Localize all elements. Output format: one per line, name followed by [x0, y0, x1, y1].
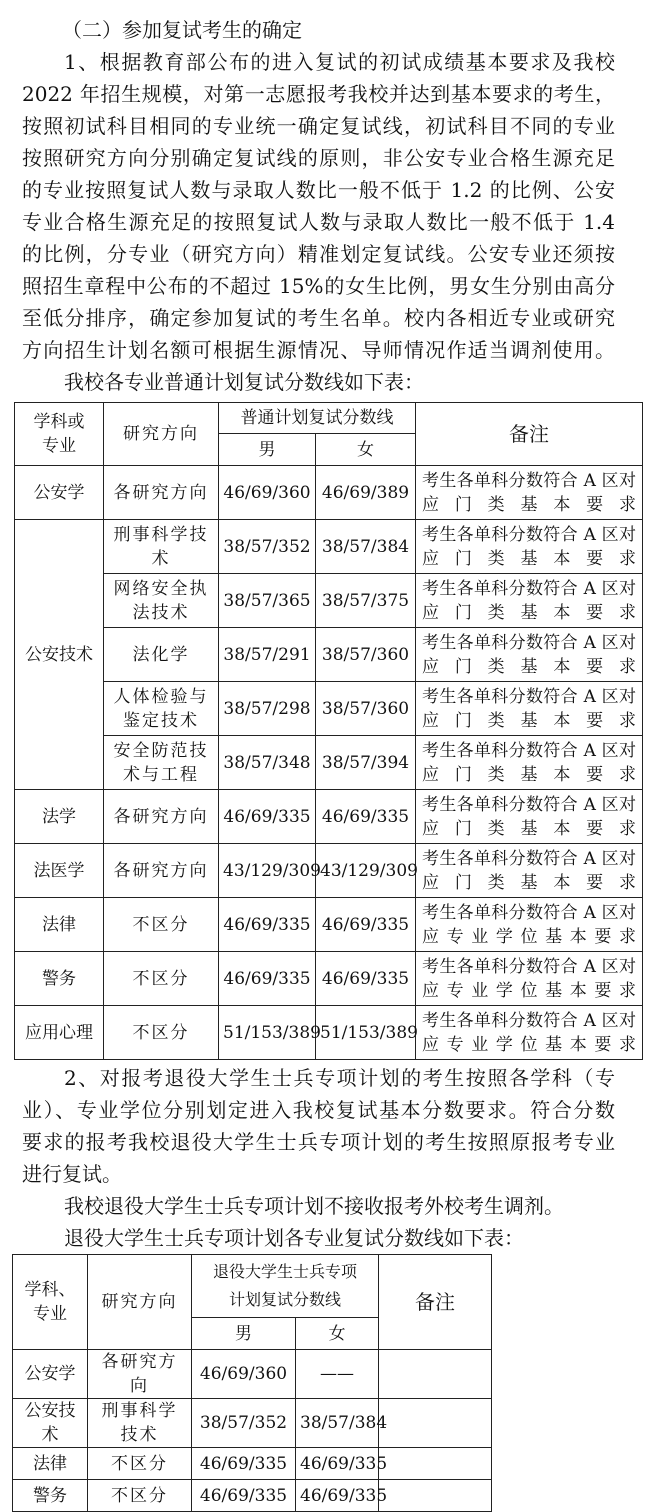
- para2: [0, 1062, 653, 1190]
- veteran-plan-score-table: [12, 1254, 492, 1512]
- female-score-cell: 38/57/375: [316, 574, 416, 628]
- header-subject: 学科、专业: [13, 1255, 88, 1350]
- female-score-cell: 46/69/389: [316, 466, 416, 520]
- para1: [0, 46, 653, 366]
- male-score-cell: 46/69/335: [219, 952, 316, 1006]
- para1-line: 1、根据教育部公布的进入复试的初试成绩基本要求及我校: [64, 50, 615, 74]
- para2-line: 2、对报考退役大学生士兵专项计划的考生按照各学科（专: [64, 1066, 615, 1090]
- para3: 我校退役大学生士兵专项计划不接收报考外校考生调剂。: [64, 1194, 564, 1218]
- note-cell: [379, 1448, 492, 1480]
- note-cell: [379, 1350, 492, 1399]
- subject-cell: 法学: [15, 790, 104, 844]
- table-row: [15, 628, 643, 682]
- direction-cell: 不区分: [88, 1448, 192, 1480]
- table-row: [15, 1006, 643, 1060]
- male-score-cell: 43/129/309: [219, 844, 316, 898]
- para2-line: 业）、专业学位分别划定进入我校复试基本分数要求。符合分数: [22, 1098, 615, 1122]
- note-cell: [379, 1480, 492, 1512]
- male-score-cell: 38/57/352: [219, 520, 316, 574]
- para1-line: 2022 年招生规模，对第一志愿报考我校并达到基本要求的考生，: [22, 82, 615, 106]
- para2-line: 进行复试。: [22, 1162, 122, 1186]
- male-score-cell: 51/153/389: [219, 1006, 316, 1060]
- para1-line: 专业合格生源充足的按照复试人数与录取人数比一般不低于 1.4: [22, 210, 615, 234]
- table-row: [15, 466, 643, 520]
- table-row: [13, 1448, 492, 1480]
- subject-cell: 警务: [15, 952, 104, 1006]
- female-score-cell: 43/129/309: [316, 844, 416, 898]
- direction-cell: 各研究方向: [104, 844, 219, 898]
- table-row: [15, 844, 643, 898]
- table2-intro: 退役大学生士兵专项计划各专业复试分数线如下表：: [64, 1226, 524, 1250]
- para1-line: 按照研究方向分别确定复试线的原则，非公安专业合格生源充足: [22, 146, 615, 170]
- subject-cell: 公安技术: [13, 1399, 88, 1448]
- male-score-cell: 38/57/348: [219, 736, 316, 790]
- note-cell: 考生各单科分数符合 A 区对应门类基本要求: [416, 844, 643, 898]
- subject-cell: 应用心理: [15, 1006, 104, 1060]
- female-score-cell: 46/69/335: [316, 898, 416, 952]
- para1-line: 的专业按照复试人数与录取人数比一般不低于 1.2 的比例、公安: [22, 178, 615, 202]
- note-cell: 考生各单科分数符合 A 区对应门类基本要求: [416, 466, 643, 520]
- direction-cell: 不区分: [104, 1006, 219, 1060]
- table-row: [13, 1399, 492, 1448]
- direction-cell: 各研究方向: [88, 1350, 192, 1399]
- male-score-cell: 38/57/298: [219, 682, 316, 736]
- table-row: [13, 1480, 492, 1512]
- female-score-cell: 46/69/335: [296, 1448, 379, 1480]
- note-cell: 考生各单科分数符合 A 区对应专业学位基本要求: [416, 1006, 643, 1060]
- note-cell: 考生各单科分数符合 A 区对应门类基本要求: [416, 790, 643, 844]
- table-row: [15, 790, 643, 844]
- direction-cell: 网络安全执法技术: [104, 574, 219, 628]
- direction-cell: 各研究方向: [104, 466, 219, 520]
- direction-cell: 人体检验与鉴定技术: [104, 682, 219, 736]
- male-score-cell: 46/69/335: [219, 790, 316, 844]
- direction-cell: 刑事科学技术: [88, 1399, 192, 1448]
- male-score-cell: 38/57/365: [219, 574, 316, 628]
- note-cell: 考生各单科分数符合 A 区对应门类基本要求: [416, 682, 643, 736]
- note-cell: 考生各单科分数符合 A 区对应专业学位基本要求: [416, 898, 643, 952]
- male-score-cell: 46/69/335: [192, 1448, 296, 1480]
- table-row: [15, 952, 643, 1006]
- header-male: 男: [192, 1318, 296, 1350]
- regular-plan-score-table: [14, 402, 643, 1060]
- direction-cell: 安全防范技术与工程: [104, 736, 219, 790]
- table1-intro: 我校各专业普通计划复试分数线如下表：: [64, 370, 424, 394]
- subject-cell: 公安学: [13, 1350, 88, 1399]
- section-title: （二）参加复试考生的确定: [62, 18, 302, 42]
- para2-line: 要求的报考我校退役大学生士兵专项计划的考生按照原报考专业: [22, 1130, 615, 1154]
- female-score-cell: 51/153/389: [316, 1006, 416, 1060]
- male-score-cell: 46/69/335: [192, 1480, 296, 1512]
- female-score-cell: 38/57/360: [316, 682, 416, 736]
- female-score-cell: 46/69/335: [296, 1480, 379, 1512]
- subject-cell: 法律: [15, 898, 104, 952]
- male-score-cell: 38/57/291: [219, 628, 316, 682]
- table-row: [15, 574, 643, 628]
- direction-cell: 法化学: [104, 628, 219, 682]
- female-score-cell: 38/57/384: [316, 520, 416, 574]
- para1-line: 的比例，分专业（研究方向）精准划定复试线。公安专业还须按: [22, 242, 615, 266]
- male-score-cell: 46/69/335: [219, 898, 316, 952]
- header-direction: 研究方向: [104, 403, 219, 466]
- table-row: [15, 520, 643, 574]
- header-scores: 退役大学生士兵专项计划复试分数线: [192, 1255, 379, 1318]
- header-female: 女: [316, 434, 416, 466]
- male-score-cell: 46/69/360: [219, 466, 316, 520]
- header-subject: 学科或专业: [15, 403, 104, 466]
- note-cell: [379, 1399, 492, 1448]
- female-score-cell: 46/69/335: [316, 952, 416, 1006]
- table-row: [15, 736, 643, 790]
- header-note: 备注: [416, 403, 643, 466]
- female-score-cell: 38/57/384: [296, 1399, 379, 1448]
- direction-cell: 不区分: [104, 898, 219, 952]
- table-row: [15, 898, 643, 952]
- table-row: [15, 682, 643, 736]
- para1-line: 方向招生计划名额可根据生源情况、导师情况作适当调剂使用。: [22, 338, 615, 362]
- direction-cell: 各研究方向: [104, 790, 219, 844]
- note-cell: 考生各单科分数符合 A 区对应门类基本要求: [416, 520, 643, 574]
- header-direction: 研究方向: [88, 1255, 192, 1350]
- female-score-cell: 46/69/335: [316, 790, 416, 844]
- note-cell: 考生各单科分数符合 A 区对应门类基本要求: [416, 574, 643, 628]
- subject-cell: 公安技术: [15, 520, 104, 790]
- female-score-cell: 38/57/360: [316, 628, 416, 682]
- direction-cell: 不区分: [104, 952, 219, 1006]
- direction-cell: 不区分: [88, 1480, 192, 1512]
- female-score-cell: 38/57/394: [316, 736, 416, 790]
- direction-cell: 刑事科学技术: [104, 520, 219, 574]
- note-cell: 考生各单科分数符合 A 区对应专业学位基本要求: [416, 952, 643, 1006]
- para1-line: 按照初试科目相同的专业统一确定复试线，初试科目不同的专业: [22, 114, 615, 138]
- header-female: 女: [296, 1318, 379, 1350]
- note-cell: 考生各单科分数符合 A 区对应门类基本要求: [416, 736, 643, 790]
- header-note: 备注: [379, 1255, 492, 1350]
- para1-line: 照招生章程中公布的不超过 15%的女生比例，男女生分别由高分: [22, 274, 615, 298]
- para1-line: 至低分排序，确定参加复试的考生名单。校内各相近专业或研究: [22, 306, 615, 330]
- table-row: [13, 1350, 492, 1399]
- male-score-cell: 46/69/360: [192, 1350, 296, 1399]
- subject-cell: 警务: [13, 1480, 88, 1512]
- subject-cell: 法医学: [15, 844, 104, 898]
- female-score-cell: ——: [296, 1350, 379, 1399]
- male-score-cell: 38/57/352: [192, 1399, 296, 1448]
- header-scores: 普通计划复试分数线: [219, 403, 416, 434]
- note-cell: 考生各单科分数符合 A 区对应门类基本要求: [416, 628, 643, 682]
- header-male: 男: [219, 434, 316, 466]
- subject-cell: 法律: [13, 1448, 88, 1480]
- subject-cell: 公安学: [15, 466, 104, 520]
